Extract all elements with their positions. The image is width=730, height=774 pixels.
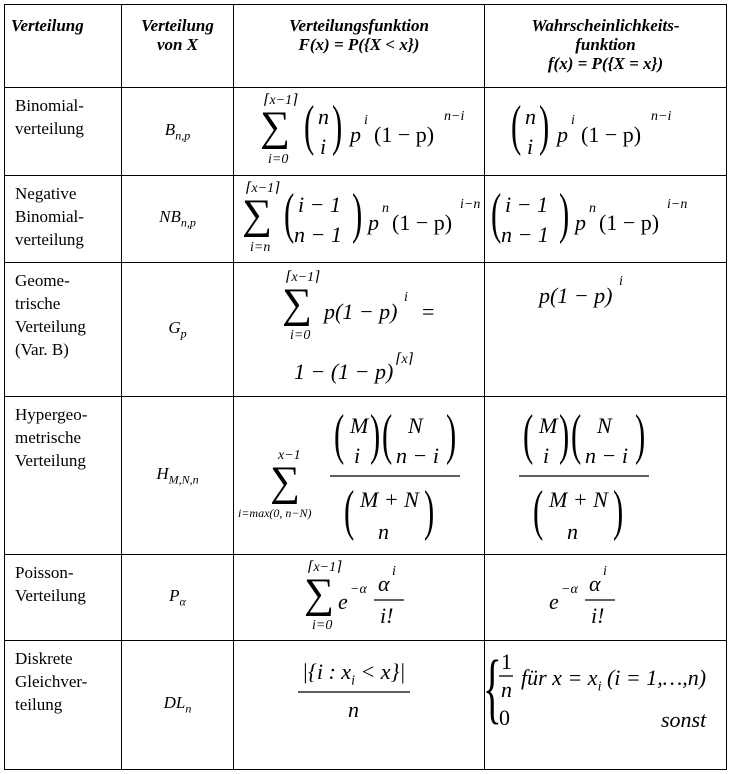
text-part: Geome- <box>15 271 70 290</box>
formula-part: i <box>404 290 408 305</box>
poisson-cdf-formula <box>234 555 485 641</box>
formula-part: p <box>350 122 361 147</box>
formula-part: n <box>525 104 536 129</box>
table-row <box>5 555 727 641</box>
formula-part: i <box>619 274 623 289</box>
formula-part: x−1 <box>278 448 301 463</box>
text-part: Verteilung <box>15 317 86 336</box>
table-row <box>5 88 727 176</box>
formula-part: n <box>501 677 512 702</box>
formula-part: ⌈x−1⌉ <box>264 93 298 108</box>
text-part: (1 − p) <box>599 210 660 235</box>
formula-part: i <box>320 134 327 159</box>
binomial-cdf-formula <box>234 88 485 176</box>
text-part: P <box>169 585 180 605</box>
formula-part: i <box>527 134 534 159</box>
sigma-symbol: ∑ <box>242 192 272 238</box>
formula-part: 1 − (1 − p) <box>294 359 394 384</box>
formula-part <box>392 212 452 234</box>
fraction-line <box>330 475 460 477</box>
formula-part: i <box>354 443 361 468</box>
formula-part: n <box>318 104 329 129</box>
formula-part: i−n <box>460 197 481 212</box>
text-part: Gleichver- <box>15 672 88 691</box>
row-name <box>5 555 122 641</box>
text-part: f(x) = P({X = x}) <box>547 54 664 73</box>
text-part: Verteilung <box>15 451 86 470</box>
negbin-pmf-formula <box>485 176 727 263</box>
formula-part: ) <box>559 404 570 466</box>
formula-part: n <box>378 519 389 544</box>
fraction-line <box>519 475 649 477</box>
formula-part: sonst <box>661 707 707 732</box>
formula-part: i=n <box>250 240 271 255</box>
uniform-pmf-formula <box>485 641 727 770</box>
text-part: G <box>168 317 181 337</box>
formula-part: −α <box>350 582 367 597</box>
formula-part: i − 1 <box>298 192 341 217</box>
formula-part: ) <box>559 183 570 245</box>
text-part: Hypergeo- <box>15 405 88 424</box>
formula-part: p(1 − p) <box>539 283 613 308</box>
text-part: < x}| <box>360 659 406 684</box>
row-symbol <box>122 641 234 770</box>
fraction-line <box>585 599 615 601</box>
text-part: (Var. B) <box>15 340 69 359</box>
hypergeometric-cdf-formula <box>234 397 485 555</box>
formula-part: = <box>422 299 435 324</box>
formula-part: i=max(0, n−N) <box>238 506 312 520</box>
sigma-symbol: ∑ <box>270 459 300 505</box>
header-row <box>5 5 727 88</box>
formula-part: M <box>539 413 558 438</box>
formula-part: p <box>575 210 586 235</box>
table-row <box>5 263 727 397</box>
geometric-pmf-formula <box>485 263 727 397</box>
formula-part: ( <box>334 404 345 466</box>
text-part: Verteilungsfunktion <box>289 16 429 35</box>
formula-part: M <box>350 413 369 438</box>
text-part: metrische <box>15 428 82 447</box>
text-part: (i = 1,…,n) <box>606 665 707 690</box>
formula-part: 0 <box>499 705 510 730</box>
formula-part: ) <box>446 404 457 466</box>
binomial-pmf-formula <box>485 88 727 176</box>
formula-part: n − 1 <box>294 222 342 247</box>
formula-part: n − i <box>396 443 439 468</box>
text-part: Wahrscheinlichkeits- <box>531 16 680 35</box>
fraction-line <box>298 691 410 693</box>
formula-part: ) <box>613 480 624 542</box>
fraction-line <box>374 599 404 601</box>
formula-part: i=0 <box>268 152 289 167</box>
text-part: Negative <box>15 184 77 203</box>
formula-part: ) <box>332 95 343 157</box>
formula-part: ⌈x−1⌉ <box>246 181 280 196</box>
formula-part: i <box>392 564 396 579</box>
text-part: Verteilung <box>141 16 214 35</box>
formula-part: p <box>368 210 379 235</box>
text-part: verteilung <box>15 119 84 138</box>
formula-part: n <box>382 201 389 216</box>
formula-part: i! <box>380 603 394 628</box>
formula-part: e <box>338 589 348 614</box>
formula-part: n <box>348 697 359 722</box>
negbin-cdf-formula <box>234 176 485 263</box>
text-part: Poisson- <box>15 563 74 582</box>
formula-part: N <box>408 413 423 438</box>
text-part: i <box>597 679 602 695</box>
formula-part: i <box>364 113 368 128</box>
text-part: M,N,n <box>168 472 199 487</box>
formula-part: ( <box>491 183 502 245</box>
row-symbol <box>122 555 234 641</box>
text-part: teilung <box>15 695 63 714</box>
formula-part: ( <box>571 404 582 466</box>
geometric-cdf-formula <box>234 263 485 397</box>
text-part: Binomial- <box>15 207 84 226</box>
formula-part: ) <box>424 480 435 542</box>
formula-part: ) <box>352 183 363 245</box>
hypergeometric-pmf-formula <box>485 397 727 555</box>
text-part: für x = x <box>521 665 598 690</box>
formula-part: i <box>603 564 607 579</box>
uniform-cdf-formula <box>234 641 485 770</box>
formula-part: n−i <box>651 109 672 124</box>
text-part: |{i : x <box>302 659 352 684</box>
formula-part <box>521 667 706 694</box>
formula-part: ) <box>635 404 646 466</box>
formula-part: α <box>589 571 601 596</box>
row-symbol <box>122 88 234 176</box>
formula-part: ( <box>523 404 534 466</box>
formula-part: p <box>557 122 568 147</box>
row-name <box>5 176 122 263</box>
formula-part: ) <box>539 95 550 157</box>
table-row <box>5 397 727 555</box>
formula-part: ⌈x−1⌉ <box>308 560 342 575</box>
formula-part: M + N <box>549 487 608 512</box>
sigma-symbol: ∑ <box>304 571 334 617</box>
formula-part: ( <box>382 404 393 466</box>
sigma-symbol: ∑ <box>282 281 312 327</box>
text-part: n <box>185 701 192 716</box>
text-part: n,p <box>175 128 191 143</box>
text-part: H <box>156 463 169 483</box>
text-part: (1 − p) <box>374 122 435 147</box>
formula-part: i=0 <box>312 618 333 633</box>
text-part: B <box>164 119 176 139</box>
sigma-symbol: ∑ <box>260 104 290 150</box>
formula-part: n <box>589 201 596 216</box>
row-name <box>5 263 122 397</box>
formula-part: n <box>567 519 578 544</box>
header-distribution-of-x <box>122 5 234 88</box>
text-part: NB <box>159 207 181 227</box>
text-part: Diskrete <box>15 649 73 668</box>
row-name <box>5 88 122 176</box>
formula-part: ( <box>284 183 295 245</box>
text-part: DL <box>163 693 186 713</box>
header-pmf <box>485 5 727 88</box>
row-name <box>5 641 122 770</box>
formula-part: n − 1 <box>501 222 549 247</box>
formula-part: −α <box>561 582 578 597</box>
formula-part: N <box>597 413 612 438</box>
formula-part: ( <box>304 95 315 157</box>
formula-part: n − i <box>585 443 628 468</box>
formula-part <box>581 124 641 146</box>
distribution-table <box>4 4 727 770</box>
formula-part <box>599 212 659 234</box>
row-symbol <box>122 263 234 397</box>
formula-part <box>374 124 434 146</box>
brace-symbol: { <box>483 644 502 731</box>
text-part: Binomial- <box>15 96 84 115</box>
formula-part: ( <box>533 480 544 542</box>
text-part: n,p <box>180 215 196 230</box>
table-row <box>5 641 727 770</box>
formula-part: i=0 <box>290 328 311 343</box>
formula-part: i − 1 <box>505 192 548 217</box>
formula-part: ⌈x−1⌉ <box>286 270 320 285</box>
formula-part <box>302 661 405 688</box>
text-part: von X <box>156 35 199 54</box>
formula-part: n−i <box>444 109 465 124</box>
text-part: α <box>179 594 186 609</box>
formula-part: M + N <box>360 487 419 512</box>
text-part: i <box>351 673 355 689</box>
formula-part: e <box>549 589 559 614</box>
formula-part: ( <box>511 95 522 157</box>
text-part: funktion <box>575 35 636 54</box>
table-row <box>5 176 727 263</box>
text-part: Verteilung <box>15 586 86 605</box>
formula-part: p(1 − p) <box>324 299 398 324</box>
header-cdf <box>234 5 485 88</box>
header-distribution: Verteilung <box>5 5 122 88</box>
poisson-pmf-formula <box>485 555 727 641</box>
text-part: p <box>180 326 187 341</box>
row-symbol <box>122 176 234 263</box>
row-name <box>5 397 122 555</box>
formula-part: ) <box>370 404 381 466</box>
formula-part: i <box>571 113 575 128</box>
formula-part: 1 <box>501 649 512 674</box>
text-part: verteilung <box>15 230 84 249</box>
formula-part: α <box>378 571 390 596</box>
text-part: F(x) = P({X < x}) <box>298 35 420 54</box>
formula-part: i−n <box>667 197 688 212</box>
text-part: (1 − p) <box>392 210 453 235</box>
formula-part: ⌈x⌉ <box>396 352 414 367</box>
formula-part: i <box>543 443 550 468</box>
formula-part: i! <box>591 603 605 628</box>
formula-part: ( <box>344 480 355 542</box>
text-part: (1 − p) <box>581 122 642 147</box>
row-symbol <box>122 397 234 555</box>
text-part: trische <box>15 294 61 313</box>
